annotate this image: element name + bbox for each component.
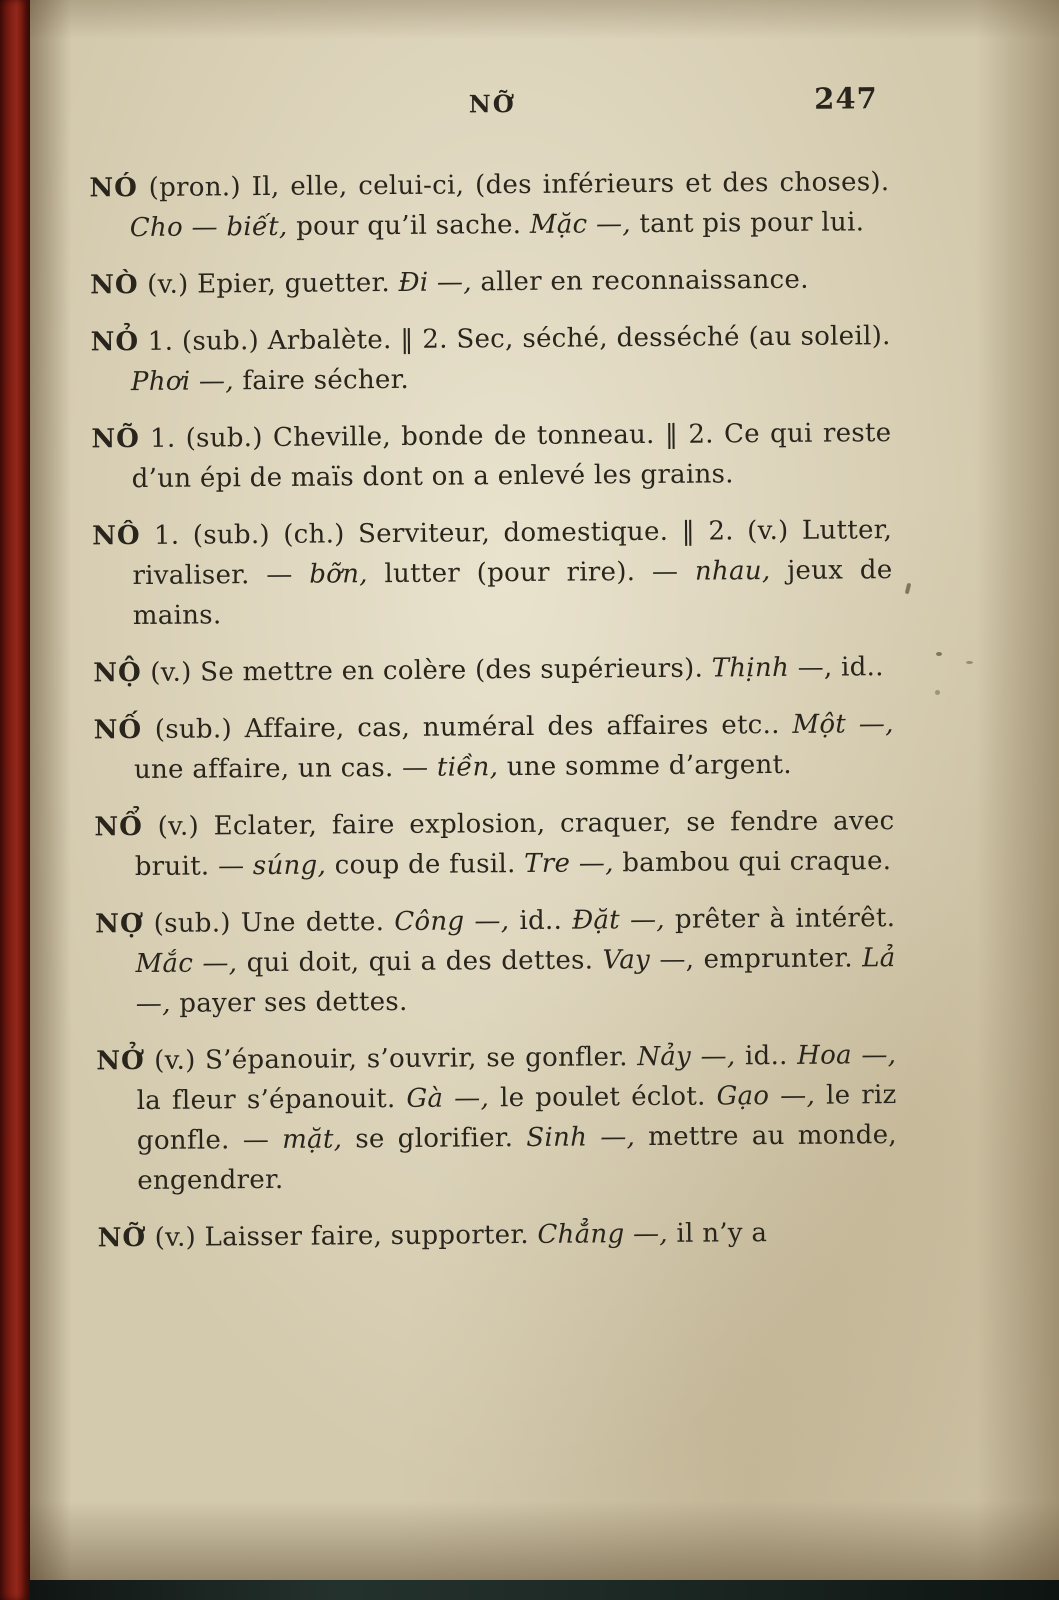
headword: NỘ	[93, 657, 142, 689]
definition-text: jeux de mains.	[132, 555, 893, 632]
headword: NÕ	[91, 424, 140, 455]
page-number: 247	[814, 81, 878, 116]
definition-text: pour qu’il sache.	[287, 209, 531, 242]
definition-text: —, id..	[788, 652, 884, 683]
definition-text: 1. (sub.) Cheville, bonde de tonneau. ‖ 2. Ce qui reste d’un épi de maïs dont on a enlevé les grains.	[131, 418, 892, 495]
vietnamese-term: súng,	[252, 850, 327, 882]
page-text-layer	[30, 0, 1059, 1585]
definition-text: id..	[735, 1040, 798, 1072]
vietnamese-term: Hoa —,	[797, 1040, 897, 1071]
definition-text: une somme d’argent.	[498, 749, 793, 783]
definition-text: le riz gonfle. —	[136, 1080, 897, 1157]
headword: NỎ	[90, 327, 140, 358]
book-bottom-edge	[30, 1580, 1059, 1600]
definition-text: la fleur s’épanouit.	[136, 1083, 407, 1117]
definition-text: prêter à intérêt.	[664, 903, 896, 935]
scan-speck	[966, 661, 973, 664]
vietnamese-term: tiền,	[436, 752, 499, 783]
vietnamese-term: bỡn,	[309, 559, 368, 590]
definition-text: id..	[509, 905, 573, 937]
headword: NỐ	[93, 714, 143, 746]
definition-text: (sub.) Une dette.	[143, 907, 395, 939]
dictionary-entry	[91, 316, 892, 402]
definition-text: mettre au monde, engendrer.	[137, 1120, 898, 1197]
vietnamese-term: Gà —,	[406, 1083, 490, 1114]
vietnamese-term: Lả —,	[135, 943, 896, 1020]
vietnamese-term: Nảy —,	[637, 1041, 736, 1073]
dictionary-entry	[95, 898, 896, 1024]
headword: NÔ	[92, 520, 141, 552]
vietnamese-term: Sinh —,	[526, 1122, 636, 1153]
running-head: NỠ	[468, 89, 516, 119]
definition-text: 1. (sub.) (ch.) Serviteur, domestique. ‖ 2. (v.) Lutter, rivaliser. —	[132, 515, 893, 592]
definition-text: (v.) Se mettre en colère (des supérieurs).	[141, 653, 712, 688]
scan-speck	[935, 690, 940, 695]
vietnamese-term: Mặc —,	[529, 209, 632, 240]
definition-text: (v.) Epier, guetter.	[138, 267, 399, 301]
definition-text: il n’y a	[667, 1218, 768, 1249]
page-header	[30, 0, 1059, 133]
vietnamese-term: Mắc —,	[135, 948, 238, 980]
vietnamese-term: Thịnh	[711, 652, 790, 684]
dictionary-entry	[96, 1035, 897, 1201]
definition-text: tant pis pour lui.	[630, 207, 865, 240]
vietnamese-term: Công —,	[394, 906, 510, 938]
definition-text: (sub.) Affaire, cas, numéral des affaires etc..	[142, 709, 793, 745]
definition-text: aller en reconnaissance.	[471, 264, 809, 298]
definition-text: le poulet éclot.	[488, 1081, 717, 1114]
definition-text: coup de fusil.	[325, 848, 525, 881]
definition-text: se glorifier.	[342, 1122, 527, 1155]
vietnamese-term: Vay	[602, 945, 651, 976]
definition-text: (v.) S’épanouir, s’ouvrir, se gonfler.	[144, 1042, 638, 1076]
definition-text: (pron.) Il, elle, celui-ci, (des inférieurs et des choses).	[137, 167, 890, 204]
headword: NỔ	[94, 811, 144, 843]
entries-list	[89, 162, 898, 1258]
book-spine-edge	[0, 0, 30, 1600]
definition-text: 1. (sub.) Arbalète. ‖ 2. Sec, séché, desséché (au soleil).	[138, 321, 891, 358]
dictionary-entry	[98, 1212, 898, 1258]
headword: NÓ	[89, 173, 139, 204]
definition-text: (v.) Eclater, faire explosion, craquer, se fendre avec bruit. —	[134, 806, 895, 883]
definition-text: (v.) Laisser faire, supporter.	[146, 1219, 538, 1253]
dictionary-entry	[92, 510, 893, 636]
definition-text: qui doit, qui a des dettes.	[237, 945, 603, 979]
scan-speck	[936, 652, 942, 656]
dictionary-entry	[89, 162, 890, 248]
definition-text: bambou qui craque.	[613, 846, 892, 879]
headword: NÒ	[90, 270, 139, 301]
headword: NỠ	[97, 1222, 147, 1254]
vietnamese-term: Đi —,	[398, 267, 472, 298]
vietnamese-term: Chẳng —,	[537, 1218, 669, 1250]
vietnamese-term: Phơi —,	[130, 366, 234, 398]
vietnamese-term: mặt,	[282, 1124, 343, 1155]
vietnamese-term: Cho — biết,	[129, 211, 288, 244]
vietnamese-term: Một —,	[792, 709, 894, 740]
definition-text: faire sécher.	[233, 364, 410, 397]
definition-text: payer ses dettes.	[170, 986, 408, 1019]
headword: NỞ	[96, 1045, 145, 1077]
dictionary-entry	[94, 704, 895, 790]
headword: NỢ	[95, 908, 144, 940]
dictionary-entry	[93, 647, 893, 693]
vietnamese-term: Tre —,	[524, 848, 614, 879]
dictionary-page	[30, 0, 1059, 1580]
dictionary-entry	[90, 259, 890, 305]
dictionary-entry	[91, 413, 892, 499]
vietnamese-term: Gạo —,	[716, 1080, 816, 1112]
vietnamese-term: Đặt —,	[572, 904, 666, 936]
definition-text: —, emprunter.	[649, 943, 863, 976]
dictionary-entry	[94, 801, 895, 887]
definition-text: une affaire, un cas. —	[133, 752, 438, 786]
definition-text: lutter (pour rire). —	[367, 556, 696, 590]
vietnamese-term: nhau,	[694, 556, 771, 587]
